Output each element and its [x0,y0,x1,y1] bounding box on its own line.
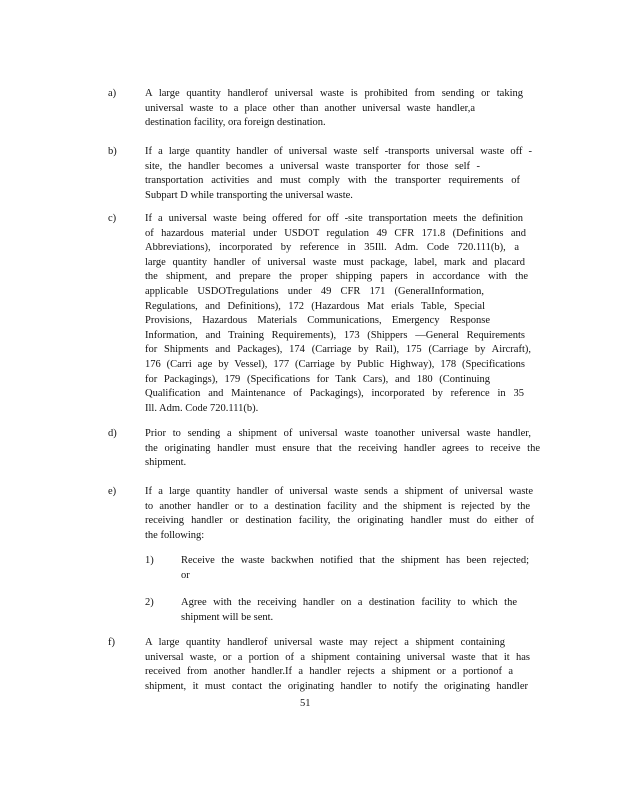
text-line: universal waste, or a portion of a shipment containing universal waste that it has [145,651,530,663]
text-line: Prior to sending a shipment of universal waste toanother universal waste handler, [145,428,531,439]
paragraph-text [145,212,531,416]
paragraph-label: c) [108,213,117,224]
subparagraph-label: 2) [145,597,154,608]
paragraph-label: b) [108,146,117,157]
paragraph-label: e) [108,486,117,497]
paragraph-text [145,636,530,694]
paragraph-text [145,485,534,543]
text-line: the originating handler must ensure that the receiving handler agrees to receive the [145,442,540,454]
subparagraph-text [181,554,529,583]
text-line: receiving handler or destination facility, the originating handler must do either of [145,515,534,527]
text-line: If a large quantity handler of universal waste sends a shipment of universal waste [145,486,533,497]
text-line: universal waste to a place other than another universal waste handler,a [145,102,475,114]
text-line: to another handler or to a destination facility and the shipment is rejected by the [145,500,530,512]
text-line: If a large quantity handler of universal waste self -transports universal waste off - [145,146,532,157]
text-line: shipment. [145,457,187,469]
text-line: the following: [145,529,205,541]
text-line: or [181,569,190,581]
paragraph-label: a) [108,88,117,99]
text-line: 176 (Carri age by Vessel), 177 (Carriage by Public Highway), 178 (Specifications [145,358,525,370]
text-line: A large quantity handlerof universal waste is prohibited from sending or taking [145,88,523,99]
text-line: site, the handler becomes a universal waste transporter for those self - [145,160,480,172]
text-line: Regulations, and Definitions), 172 (Hazardous Mat erials Table, Special [145,300,485,312]
text-line: Agree with the receiving handler on a destination facility to which the [181,597,517,608]
text-line: Receive the waste backwhen notified that the shipment has been rejected; [181,555,529,566]
paragraph-text [145,427,540,471]
page-number: 51 [300,698,311,709]
text-line: A large quantity handlerof universal waste may reject a shipment containing [145,637,505,648]
text-line: destination facility, ora foreign destination. [145,117,326,129]
text-line: Ill. Adm. Code 720.111(b). [145,402,259,414]
text-line: Abbreviations), incorporated by reference in 35Ill. Adm. Code 720.111(b), a [145,242,519,254]
text-line: If a universal waste being offered for off -site transportation meets the definition [145,213,523,224]
text-line: for Shipments and Packages), 174 (Carriage by Rail), 175 (Carriage by Aircraft), [145,344,531,356]
text-line: Subpart D while transporting the universal waste. [145,189,353,201]
paragraph-label: f) [108,637,115,648]
text-line: of hazardous material under USDOT regulation 49 CFR 171.8 (Definitions and [145,227,526,239]
paragraph-text [145,145,532,203]
text-line: Information, and Training Requirements), 173 (Shippers —General Requirements [145,329,525,341]
text-line: the shipment, and prepare the proper shipping papers in accordance with the [145,271,528,283]
paragraph-label: d) [108,428,117,439]
text-line: applicable USDOTregulations under 49 CFR 171 (GeneralInformation, [145,285,484,297]
text-line: large quantity handler of universal waste must package, label, mark and placard [145,256,525,268]
text-line: shipment, it must contact the originating handler to notify the originating handler [145,680,528,692]
text-line: transportation activities and must comply with the transporter requirements of [145,175,520,187]
subparagraph-label: 1) [145,555,154,566]
text-line: received from another handler.If a handler rejects a shipment or a portionof a [145,666,513,678]
text-line: Qualification and Maintenance of Packagings), incorporated by reference in 35 [145,388,524,400]
text-line: for Packagings), 179 (Specifications for Tank Cars), and 180 (Continuing [145,373,490,385]
text-line: Provisions, Hazardous Materials Communications, Emergency Response [145,315,490,327]
subparagraph-text [181,596,517,625]
paragraph-text [145,87,523,131]
text-line: shipment will be sent. [181,611,274,623]
